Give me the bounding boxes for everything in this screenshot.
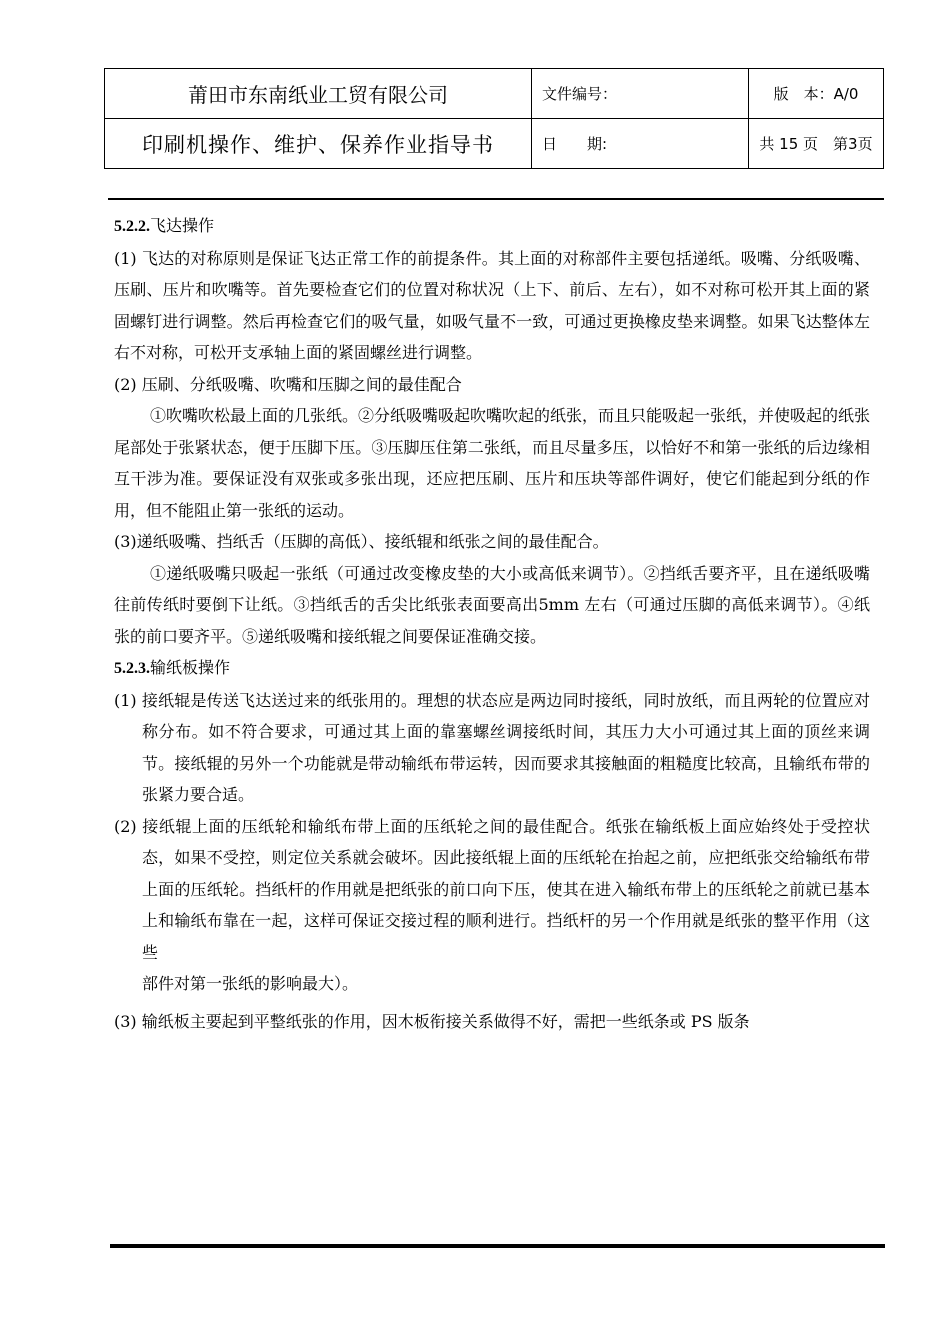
page-info: 共 15 页 第3页 bbox=[749, 119, 884, 169]
document-body bbox=[114, 210, 870, 1037]
section-heading-5-2-2 bbox=[114, 210, 870, 243]
list-item-3: (3) 输纸板主要起到平整纸张的作用，因木板衔接关系做得不好，需把一些纸条或 PS 版条 bbox=[114, 1011, 750, 1031]
footer-divider bbox=[110, 1244, 885, 1248]
header-divider bbox=[108, 198, 884, 200]
document-title: 印刷机操作、维护、保养作业指导书 bbox=[105, 119, 532, 169]
version-label: 版 本：A/0 bbox=[749, 69, 884, 119]
company-name: 莆田市东南纸业工贸有限公司 bbox=[105, 69, 532, 119]
list-item-2: (2) 接纸辊上面的压纸轮和输纸布带上面的压纸轮之间的最佳配合。纸张在输纸板上面应始终处于受控状态，如果不受控，则定位关系就会破坏。因此接纸辊上面的压纸轮在抬起之前，应把纸张交给输纸布带上面的压纸轮。挡纸杆的作用就是把纸张的前口向下压，使其在进入输纸布带上的压纸轮之前就已基本上和输纸布靠在一起，这样可保证交接过程的顺利进行。挡纸杆的另一个作用就是纸张的整平作用（这些 bbox=[114, 816, 870, 962]
paragraph-3-heading: (3)递纸吸嘴、挡纸舌（压脚的高低）、接纸辊和纸张之间的最佳配合。 bbox=[114, 532, 609, 551]
section-heading-5-2-3 bbox=[114, 652, 870, 685]
paragraph-1: (1) 飞达的对称原则是保证飞达正常工作的前提条件。其上面的对称部件主要包括递纸。吸嘴、分纸吸嘴、压刷、压片和吹嘴等。首先要检查它们的位置对称状况（上下、前后、左右），如不对称可松开其上面的紧固螺钉进行调整。然后再检查它们的吸气量，如吸气量不一致，可通过更换橡皮垫来调整。如果飞达整体左右不对称，可松开支承轴上面的紧固螺丝进行调整。 bbox=[114, 248, 870, 362]
paragraph-2-body: ①吹嘴吹松最上面的几张纸。②分纸吸嘴吸起吹嘴吹起的纸张，而且只能吸起一张纸，并使吸起的纸张尾部处于张紧状态，便于压脚下压。③压脚压住第二张纸，而且尽量多压，以恰好不和第一张纸的后边缘相互干涉为准。要保证没有双张或多张出现，还应把压刷、压片和压块等部件调好，使它们能起到分纸的作用，但不能阻止第一张纸的运动。 bbox=[114, 406, 871, 520]
section-title: 飞达操作 bbox=[150, 216, 215, 235]
file-number-label: 文件编号： bbox=[532, 69, 749, 119]
date-label: 日 期: bbox=[532, 119, 749, 169]
paragraph-2-heading: (2) 压刷、分纸吸嘴、吹嘴和压脚之间的最佳配合 bbox=[114, 374, 462, 394]
section-number: 5.2.3. bbox=[114, 660, 150, 677]
section-title: 输纸板操作 bbox=[150, 658, 231, 677]
document-header-table bbox=[104, 68, 884, 169]
list-item-1: (1) 接纸辊是传送飞达送过来的纸张用的。理想的状态应是两边同时接纸，同时放纸，而且两轮的位置应对称分布。如不符合要求，可通过其上面的靠塞螺丝调接纸时间，其压力大小可通过其上面的顶丝来调节。接纸辊的另外一个功能就是带动输纸布带运转，因而要求其接触面的粗糙度比较高，且输纸布带的张紧力要合适。 bbox=[114, 690, 870, 804]
list-item-2-continuation: 部件对第一张纸的影响最大）。 bbox=[142, 974, 359, 993]
section-number: 5.2.2. bbox=[114, 218, 150, 235]
paragraph-3-body: ①递纸吸嘴只吸起一张纸（可通过改变橡皮垫的大小或高低来调节）。②挡纸舌要齐平，且在递纸吸嘴往前传纸时要倒下让纸。③挡纸舌的舌尖比纸张表面要高出5mm 左右（可通过压脚的高低来调节）。④纸张的前口要齐平。⑤递纸吸嘴和接纸辊之间要保证准确交接。 bbox=[114, 563, 870, 646]
